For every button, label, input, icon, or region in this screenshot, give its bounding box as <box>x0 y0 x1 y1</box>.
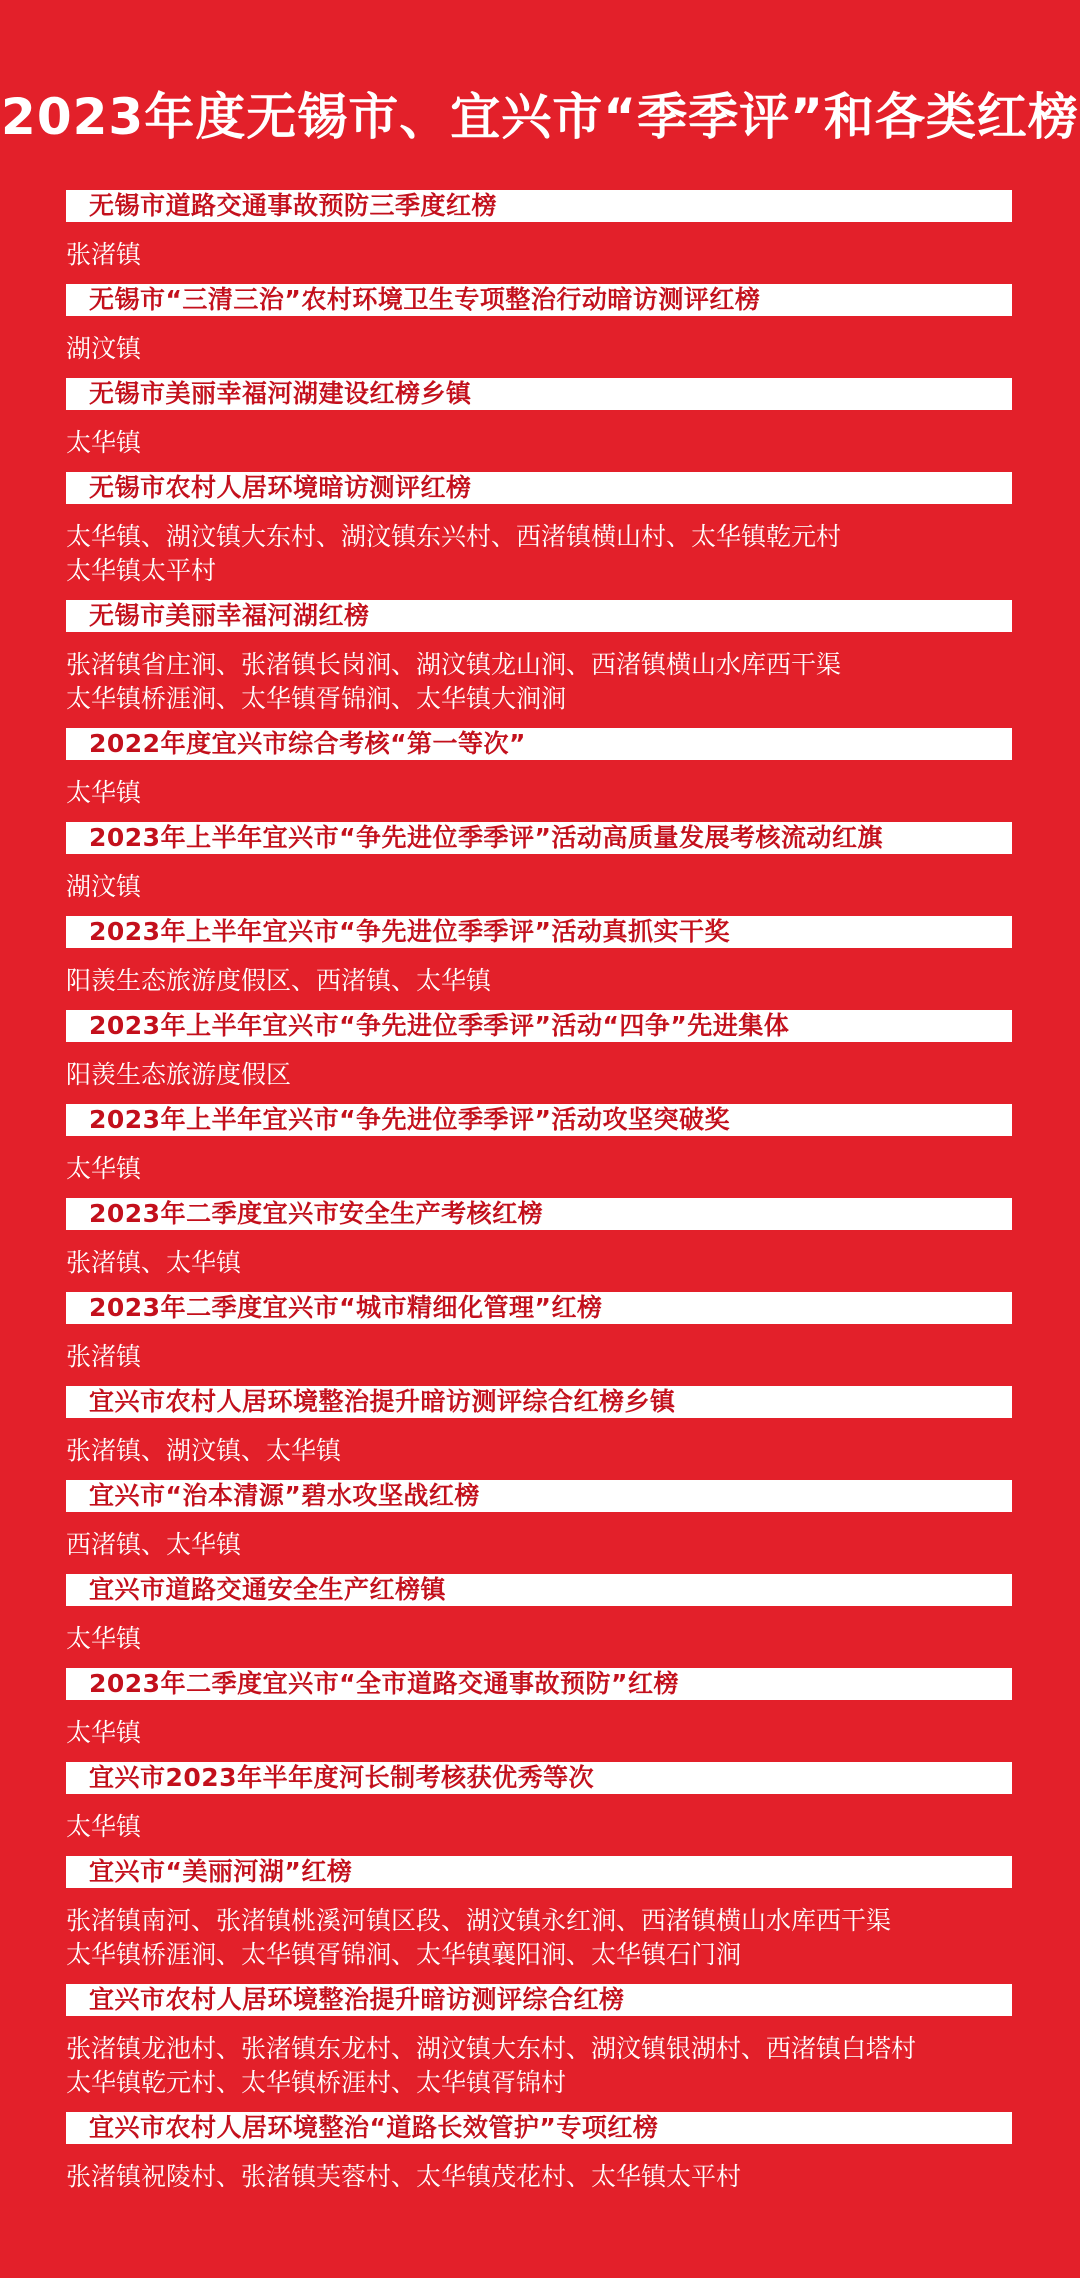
section-heading: 宜兴市农村人居环境整治提升暗访测评综合红榜 <box>66 1984 1012 2016</box>
honor-section <box>0 600 1080 716</box>
winner-line: 太华镇太平村 <box>66 556 217 585</box>
section-winners <box>66 948 1080 998</box>
winner-line: 太华镇 <box>66 1154 142 1183</box>
section-heading: 2023年上半年宜兴市“争先进位季季评”活动高质量发展考核流动红旗 <box>66 822 1012 854</box>
winner-line: 太华镇桥涯涧、太华镇胥锦涧、太华镇大涧涧 <box>66 684 567 713</box>
section-winners <box>66 1888 1080 1972</box>
section-heading: 无锡市道路交通事故预防三季度红榜 <box>66 190 1012 222</box>
section-winners <box>66 632 1080 716</box>
honor-section <box>0 1984 1080 2100</box>
section-winners <box>66 1418 1080 1468</box>
section-winners <box>66 760 1080 810</box>
winner-line: 太华镇 <box>66 428 142 457</box>
section-winners <box>66 2144 1080 2194</box>
section-winners <box>66 1042 1080 1092</box>
section-winners <box>66 504 1080 588</box>
honor-section <box>0 378 1080 460</box>
winner-line: 张渚镇、太华镇 <box>66 1248 242 1277</box>
section-heading: 宜兴市“治本清源”碧水攻坚战红榜 <box>66 1480 1012 1512</box>
winner-line: 西渚镇、太华镇 <box>66 1530 242 1559</box>
section-winners <box>66 1230 1080 1280</box>
honor-section <box>0 916 1080 998</box>
winner-line: 张渚镇 <box>66 1342 142 1371</box>
section-heading: 无锡市美丽幸福河湖建设红榜乡镇 <box>66 378 1012 410</box>
winner-line: 太华镇桥涯涧、太华镇胥锦涧、太华镇襄阳涧、太华镇石门涧 <box>66 1940 742 1969</box>
honor-section <box>0 1104 1080 1186</box>
honor-section <box>0 472 1080 588</box>
winner-line: 张渚镇省庄涧、张渚镇长岗涧、湖汶镇龙山涧、西渚镇横山水库西干渠 <box>66 650 842 679</box>
section-winners <box>66 1324 1080 1374</box>
winner-line: 湖汶镇 <box>66 334 142 363</box>
honor-section <box>0 1292 1080 1374</box>
winner-line: 张渚镇祝陵村、张渚镇芙蓉村、太华镇茂花村、太华镇太平村 <box>66 2162 742 2191</box>
honor-section <box>0 1386 1080 1468</box>
section-winners <box>66 222 1080 272</box>
winner-line: 太华镇 <box>66 778 142 807</box>
section-heading: 无锡市农村人居环境暗访测评红榜 <box>66 472 1012 504</box>
section-winners <box>66 2016 1080 2100</box>
section-heading: 宜兴市农村人居环境整治提升暗访测评综合红榜乡镇 <box>66 1386 1012 1418</box>
winner-line: 太华镇 <box>66 1718 142 1747</box>
winner-line: 张渚镇、湖汶镇、太华镇 <box>66 1436 342 1465</box>
winner-line: 张渚镇南河、张渚镇桃溪河镇区段、湖汶镇永红涧、西渚镇横山水库西干渠 <box>66 1906 892 1935</box>
section-heading: 2022年度宜兴市综合考核“第一等次” <box>66 728 1012 760</box>
section-heading: 2023年二季度宜兴市“全市道路交通事故预防”红榜 <box>66 1668 1012 1700</box>
winner-line: 太华镇乾元村、太华镇桥涯村、太华镇胥锦村 <box>66 2068 567 2097</box>
section-heading: 宜兴市农村人居环境整治“道路长效管护”专项红榜 <box>66 2112 1012 2144</box>
honor-section <box>0 1198 1080 1280</box>
honor-section <box>0 1480 1080 1562</box>
winner-line: 张渚镇龙池村、张渚镇东龙村、湖汶镇大东村、湖汶镇银湖村、西渚镇白塔村 <box>66 2034 917 2063</box>
honor-list <box>0 190 1080 2206</box>
winner-line: 张渚镇 <box>66 240 142 269</box>
winner-line: 太华镇、湖汶镇大东村、湖汶镇东兴村、西渚镇横山村、太华镇乾元村 <box>66 522 842 551</box>
honor-section <box>0 1856 1080 1972</box>
honor-section <box>0 190 1080 272</box>
page-title: 2023年度无锡市、宜兴市“季季评”和各类红榜 <box>1 88 1079 146</box>
honor-section <box>0 728 1080 810</box>
section-heading: 2023年二季度宜兴市安全生产考核红榜 <box>66 1198 1012 1230</box>
section-heading: 无锡市美丽幸福河湖红榜 <box>66 600 1012 632</box>
section-winners <box>66 410 1080 460</box>
honor-section <box>0 284 1080 366</box>
winner-line: 太华镇 <box>66 1812 142 1841</box>
honor-section <box>0 1762 1080 1844</box>
honor-section <box>0 1574 1080 1656</box>
section-winners <box>66 1606 1080 1656</box>
section-winners <box>66 854 1080 904</box>
section-heading: 无锡市“三清三治”农村环境卫生专项整治行动暗访测评红榜 <box>66 284 1012 316</box>
section-heading: 2023年上半年宜兴市“争先进位季季评”活动“四争”先进集体 <box>66 1010 1012 1042</box>
honor-section <box>0 1010 1080 1092</box>
section-heading: 宜兴市道路交通安全生产红榜镇 <box>66 1574 1012 1606</box>
winner-line: 阳羡生态旅游度假区、西渚镇、太华镇 <box>66 966 492 995</box>
honor-section <box>0 822 1080 904</box>
winner-line: 湖汶镇 <box>66 872 142 901</box>
section-winners <box>66 1794 1080 1844</box>
section-winners <box>66 1700 1080 1750</box>
honor-section <box>0 1668 1080 1750</box>
section-heading: 2023年二季度宜兴市“城市精细化管理”红榜 <box>66 1292 1012 1324</box>
section-winners <box>66 316 1080 366</box>
section-winners <box>66 1136 1080 1186</box>
section-winners <box>66 1512 1080 1562</box>
section-heading: 宜兴市“美丽河湖”红榜 <box>66 1856 1012 1888</box>
section-heading: 2023年上半年宜兴市“争先进位季季评”活动攻坚突破奖 <box>66 1104 1012 1136</box>
winner-line: 阳羡生态旅游度假区 <box>66 1060 292 1089</box>
section-heading: 2023年上半年宜兴市“争先进位季季评”活动真抓实干奖 <box>66 916 1012 948</box>
honor-section <box>0 2112 1080 2194</box>
winner-line: 太华镇 <box>66 1624 142 1653</box>
section-heading: 宜兴市2023年半年度河长制考核获优秀等次 <box>66 1762 1012 1794</box>
